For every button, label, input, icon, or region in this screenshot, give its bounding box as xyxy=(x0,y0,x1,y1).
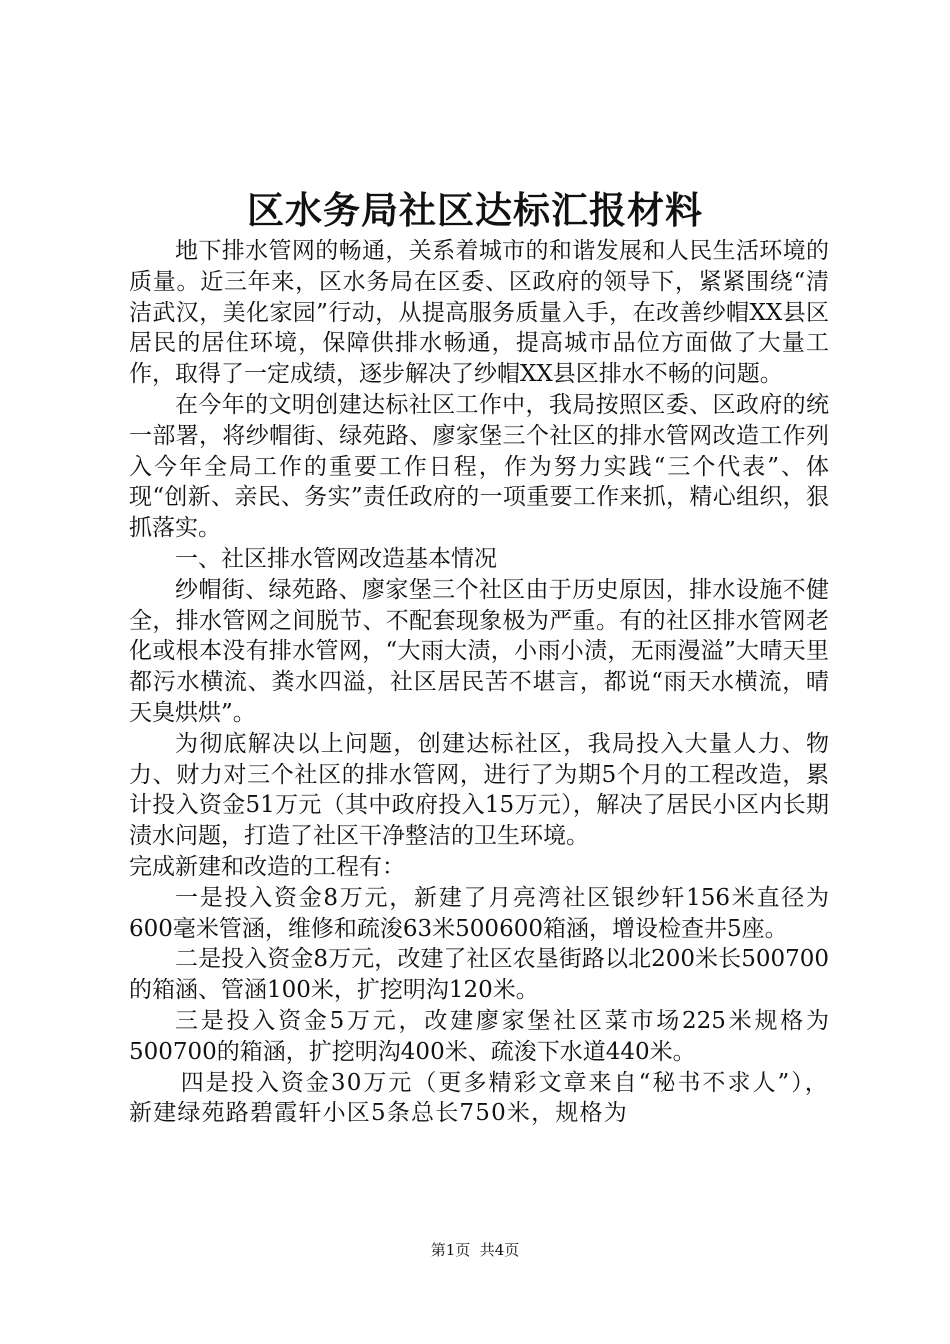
paragraph-deployment: 在今年的文明创建达标社区工作中，我局按照区委、区政府的统一部署，将纱帽街、绿苑路、廖家堡三个社区的排水管网改造工作列入今年全局工作的重要工作日程，作为努力实践“三个代表”、体现“创新、亲民、务实”责任政府的一项重要工作来抓，精心组织，狠抓落实。 xyxy=(129,391,829,542)
section-heading-basic-situation: 一、社区排水管网改造基本情况 xyxy=(175,545,497,572)
document-body xyxy=(129,236,829,1129)
paragraph-project-four: 四是投入资金30万元（更多精彩文章来自“秘书不求人”），新建绿苑路碧霞轩小区5条总长750米，规格为 xyxy=(129,1069,829,1127)
paragraph-project-one: 一是投入资金8万元，新建了月亮湾社区银纱轩156米直径为600毫米管涵，维修和疏浚63米500600箱涵，增设检查井5座。 xyxy=(129,884,829,942)
paragraph-investment: 为彻底解决以上问题，创建达标社区，我局投入大量人力、物力、财力对三个社区的排水管网，进行了为期5个月的工程改造，累计投入资金51万元（其中政府投入15万元），解决了居民小区内长期渍水问题，打造了社区干净整洁的卫生环境。 xyxy=(129,730,829,850)
paragraph-intro: 地下排水管网的畅通，关系着城市的和谐发展和人民生活环境的质量。近三年来，区水务局在区委、区政府的领导下，紧紧围绕“清洁武汉，美化家园”行动，从提高服务质量入手，在改善纱帽XX县区居民的居住环境，保障供排水畅通，提高城市品位方面做了大量工作，取得了一定成绩，逐步解决了纱帽XX县区排水不畅的问题。 xyxy=(129,238,829,388)
paragraph-project-three: 三是投入资金5万元，改建廖家堡社区菜市场225米规格为500700的箱涵，扩挖明沟400米、疏浚下水道440米。 xyxy=(129,1007,829,1065)
paragraph-problem: 纱帽街、绿苑路、廖家堡三个社区由于历史原因，排水设施不健全，排水管网之间脱节、不配套现象极为严重。有的社区排水管网老化或根本没有排水管网，“大雨大渍，小雨小渍，无雨漫溢”大晴天里都污水横流、粪水四溢，社区居民苦不堪言，都说“雨天水横流，晴天臭烘烘”。 xyxy=(129,576,829,726)
page-footer xyxy=(0,1240,950,1260)
page-number: 第1页 共4页 xyxy=(430,1241,520,1259)
paragraph-projects-intro: 完成新建和改造的工程有： xyxy=(129,853,405,880)
document-title: 区水务局社区达标汇报材料 xyxy=(247,188,703,232)
paragraph-project-two: 二是投入资金8万元，改建了社区农垦街路以北200米长500700的箱涵、管涵100米，扩挖明沟120米。 xyxy=(129,946,829,1004)
